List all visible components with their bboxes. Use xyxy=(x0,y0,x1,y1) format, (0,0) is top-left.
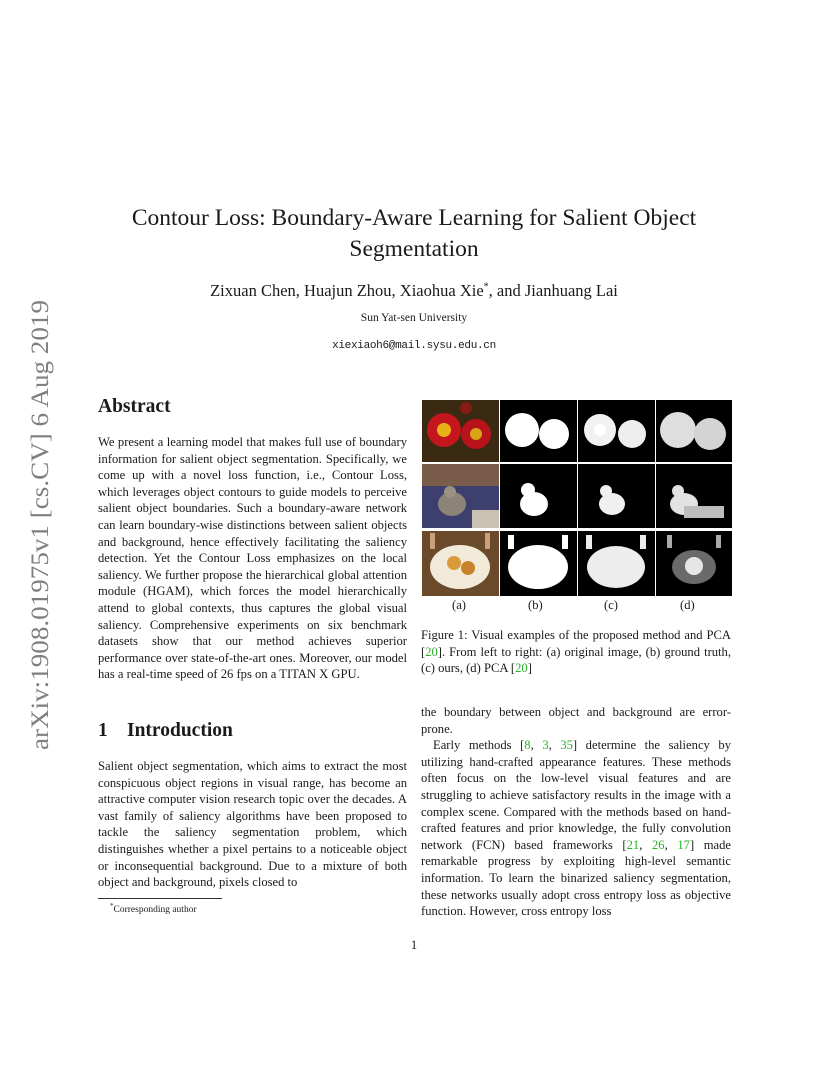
citation-link[interactable]: 8 xyxy=(524,738,531,753)
citation-link[interactable]: 26 xyxy=(651,837,665,852)
arxiv-stamp-text: arXiv:1908.01975v1 [cs.CV] 6 Aug 2019 xyxy=(27,334,54,750)
caption-text-3: ] xyxy=(527,661,532,676)
paper-title xyxy=(120,203,708,265)
paragraph-text: , xyxy=(639,837,652,852)
figure-label-c: (c) xyxy=(604,598,618,612)
citation-link[interactable]: 20 xyxy=(515,661,528,676)
introduction-continuation: the boundary between object and background are error-prone. xyxy=(421,705,731,736)
caption-text-1: Figure 1: Visual examples of the proposed method and PCA [ xyxy=(421,628,731,659)
figure-row-flowers xyxy=(422,400,732,462)
title-line-1: Contour Loss: Boundary-Aware Learning for Salient Object xyxy=(131,205,697,231)
paragraph-text: , xyxy=(664,837,678,852)
title-line-2: Segmentation xyxy=(349,236,479,262)
introduction-paragraph-1: Salient object segmentation, which aims to extract the most conspicuous object regions in visual range, has become an attractive computer vision research topic over the decades. A vast family of saliency algorithms have been proposed to tackle the saliency segmentation problem, which distinguishes whether a pixel pertains to a noticeable object or inconsequential background. Due to a mixture of both object and background, pixels closed to xyxy=(98,759,407,890)
arxiv-identifier-stamp xyxy=(18,290,58,760)
figure-row-cat xyxy=(422,464,732,528)
author-email: xiexiaoh6@mail.sysu.edu.cn xyxy=(332,340,496,352)
paragraph-text: , xyxy=(530,738,543,753)
caption-text-2: ]. From left to right: (a) original image, (b) ground truth, (c) ours, (d) PCA [ xyxy=(421,644,731,676)
footnote xyxy=(110,902,197,915)
authors-part-2: , and Jianhuang Lai xyxy=(488,281,618,300)
footnote-text: Corresponding author xyxy=(113,905,197,916)
paragraph-text: , xyxy=(548,738,561,753)
paragraph-text: ] made remarkable progress by exploiting high-level semantic information. To learn the binarized saliency segmentation, these networks usually adopt cross entropy loss as objective function. However, cross entropy loss xyxy=(421,837,732,919)
abstract-heading: Abstract xyxy=(98,396,171,417)
figure-1-caption xyxy=(421,627,731,677)
abstract-body: We present a learning model that makes full use of boundary information for salient object segmentation. Specifically, we come up with a novel loss function, i.e., Contour Loss, which leverages object contours to guide models to perceive salient object boundaries. Such a boundary-aware network can learn boundary-wise distinctions between salient objects and background, hence effectively facilitating the saliency detection. Yet the Contour Loss emphasizes on the local saliency. We further propose the hierarchical global attention module (HGAM), which forces the model hierarchically attend to global contexts, thus captures the global visual saliency. Comprehensive experiments on six benchmark datasets show that our method achieves superior performance over state-of-the-art ones. Moreover, our model has a real-time speed of 26 fps on a TITAN X GPU. xyxy=(98,435,407,682)
affiliation: Sun Yat-sen University xyxy=(360,312,468,324)
figure-1-image-grid xyxy=(422,400,732,596)
authors-part-1: Zixuan Chen, Huajun Zhou, Xiaohua Xie xyxy=(210,281,484,300)
citation-link[interactable]: 35 xyxy=(560,738,573,753)
author-list xyxy=(120,281,708,301)
citation-link[interactable]: 17 xyxy=(677,837,690,852)
footnote-rule xyxy=(98,898,222,899)
citation-link[interactable]: 21 xyxy=(626,837,640,852)
section-title: Introduction xyxy=(127,720,233,741)
paragraph-text: Early methods [ xyxy=(433,738,525,753)
figure-label-d: (d) xyxy=(680,598,695,612)
figure-label-b: (b) xyxy=(528,598,543,612)
introduction-paragraph-2 xyxy=(421,737,731,920)
figure-label-a: (a) xyxy=(452,598,466,612)
section-number: 1 xyxy=(98,720,108,741)
introduction-right-column xyxy=(421,704,731,920)
corresponding-author-mark: * xyxy=(483,281,489,293)
citation-link[interactable]: 3 xyxy=(542,738,549,753)
figure-row-bowl xyxy=(422,531,732,596)
introduction-heading xyxy=(98,720,233,742)
footnote-mark: * xyxy=(110,902,114,910)
citation-link[interactable]: 20 xyxy=(425,644,438,659)
cat-pca-result xyxy=(656,464,732,528)
page-number: 1 xyxy=(410,938,418,952)
paragraph-text: ] determine the saliency by utilizing hand-crafted appearance features. These methods often focus on the low-level visual features and are struggling to achieve satisfactory results in the image with a complex scene. Compared with the methods based on hand-crafted features and prior knowledge, the fully convolution network (FCN) based frameworks [ xyxy=(421,738,731,852)
